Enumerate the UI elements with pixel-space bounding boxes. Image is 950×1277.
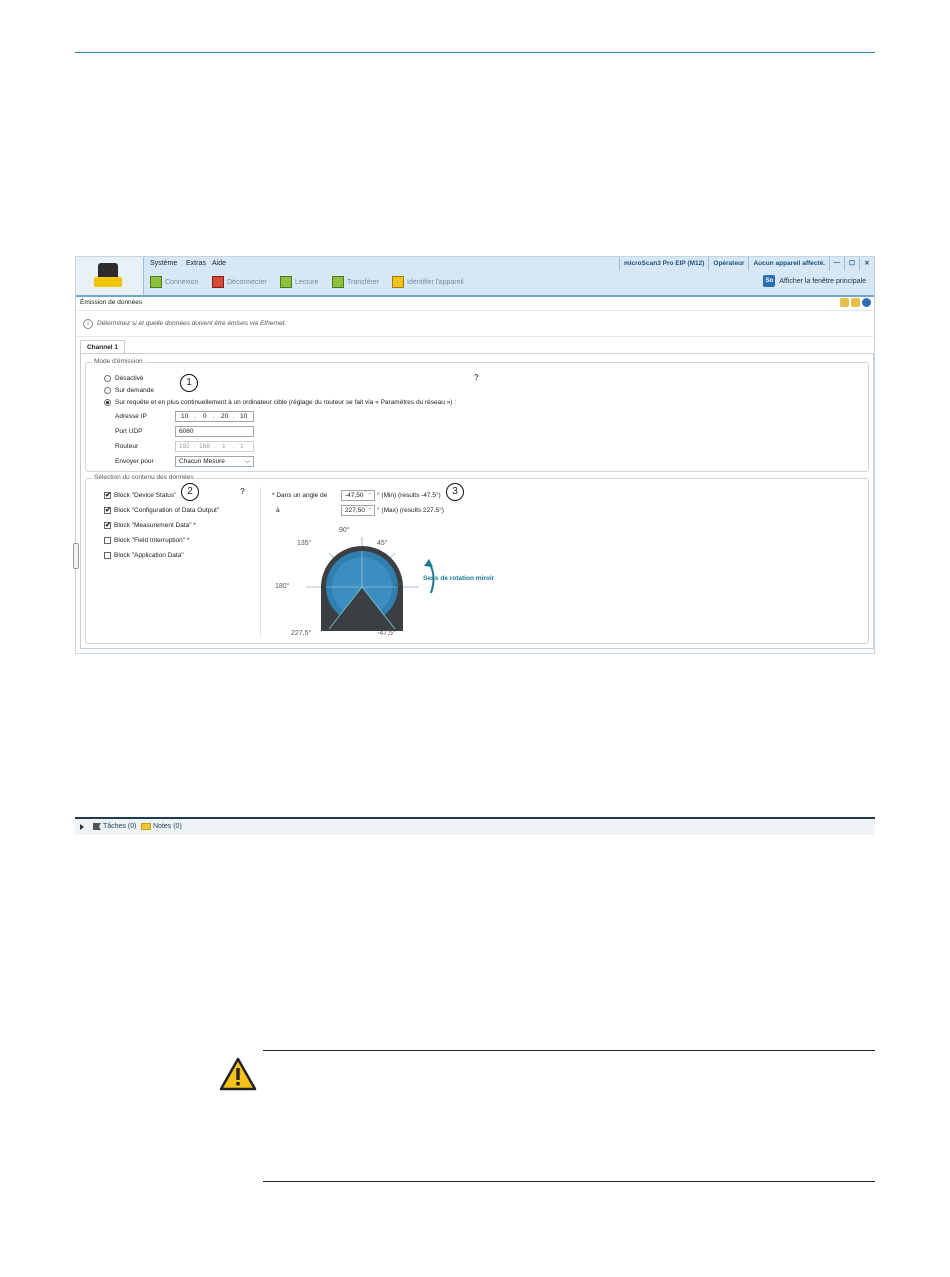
angle-max-field[interactable] [341, 505, 375, 516]
router-field [175, 441, 254, 452]
tab-panel [80, 353, 874, 649]
notes-label[interactable]: Notes (0) [153, 823, 182, 830]
device-assignment: Aucun appareil affecté. [748, 257, 829, 271]
radio-on-demand[interactable] [104, 387, 111, 394]
disconnect-icon [212, 276, 224, 288]
block-application-data-label: Block "Application Data" [114, 552, 184, 559]
maximize-button[interactable]: ☐ [844, 257, 859, 271]
menu-aide[interactable]: Aide [212, 260, 227, 267]
spin-arrows-icon[interactable]: ⌃⌄ [363, 490, 372, 496]
identify-label: Identifier l'appareil [407, 278, 464, 286]
transfer-label: Transférer [347, 278, 380, 286]
angle-max-suffix: ° (Max) (results 227.5°) [377, 507, 444, 514]
section-header [76, 297, 874, 311]
content-divider [260, 487, 261, 637]
emission-help-icon[interactable]: ? [474, 373, 479, 382]
ip-label: Adresse IP [115, 413, 147, 420]
spin-arrows-icon[interactable]: ⌃⌄ [363, 505, 372, 511]
comment-icon[interactable] [851, 298, 860, 307]
radio-disabled[interactable] [104, 375, 111, 382]
read-icon [280, 276, 292, 288]
block-device-status-label: Block "Device Status" [114, 492, 177, 499]
connect-icon [150, 276, 162, 288]
degree-45: 45° [377, 540, 388, 547]
ip-sep-3: . [233, 413, 235, 420]
block-config-output-label: Block "Configuration of Data Output" [114, 507, 220, 514]
ip-address-field[interactable] [175, 411, 254, 422]
scanner-logo-icon [98, 263, 118, 277]
router-label: Routeur [115, 443, 139, 450]
connect-button[interactable] [150, 276, 198, 288]
tasks-bar [75, 817, 875, 835]
read-label: Lecture [295, 278, 319, 286]
router-octet-1: 192 [179, 443, 190, 450]
block-config-output-checkbox[interactable]: ✔ [105, 507, 111, 514]
content-selection-title: Sélection du contenu des données [94, 474, 194, 481]
rotation-arrow-head [424, 559, 433, 567]
page-header-rule [75, 52, 875, 53]
block-application-data-checkbox[interactable] [104, 552, 111, 559]
udp-label: Port UDP [115, 428, 143, 435]
angle-min-value: -47,50 [345, 492, 364, 499]
router-octet-2: 168 [199, 443, 210, 450]
content-selection-group [85, 474, 869, 644]
radio-disabled-label: Désactivé [115, 375, 144, 382]
disconnect-button[interactable] [212, 276, 267, 288]
identify-icon [392, 276, 404, 288]
callout-1: 1 [180, 374, 198, 392]
flag-icon [93, 823, 101, 830]
warning-bottom-rule [263, 1181, 875, 1182]
transfer-icon [332, 276, 344, 288]
menu-extras[interactable]: Extras [186, 260, 206, 267]
content-help-icon[interactable]: ? [240, 487, 245, 496]
mirror-rotation-label: Sens de rotation miroir [423, 575, 495, 582]
tab-channel-1[interactable]: Channel 1 [80, 340, 125, 354]
emission-mode-group [85, 358, 869, 472]
app-window [75, 256, 875, 654]
angle-max-value: 227,50 [345, 507, 365, 514]
help-icons [840, 298, 871, 307]
warning-top-rule [263, 1050, 875, 1051]
main-window-icon: So [763, 275, 775, 287]
router-octet-4: 1 [240, 443, 244, 450]
app-logo [76, 257, 144, 295]
udp-port-field[interactable]: 6060 [175, 426, 254, 437]
callout-2: 2 [181, 483, 199, 501]
send-for-label: Envoyer pour [115, 458, 154, 465]
scanner-angle-diagram [291, 531, 441, 641]
info-bar [76, 312, 874, 337]
transfer-button[interactable] [332, 276, 379, 288]
block-device-status-checkbox[interactable]: ✔ [105, 492, 111, 499]
router-sep-2: . [215, 443, 217, 450]
degree-180: 180° [275, 583, 290, 590]
toolbar [144, 272, 874, 294]
radio-continuous-label: Sur requête et en plus continuellement à un ordinateur cible (réglage du routeur se fait via « Paramètres du réseau ») : [115, 399, 457, 406]
ip-sep-2: . [213, 413, 215, 420]
connect-label: Connexion [165, 278, 199, 286]
user-level[interactable]: Opérateur [708, 257, 748, 271]
disconnect-label: Déconnecter [227, 278, 267, 286]
router-sep-3: . [233, 443, 235, 450]
main-window-label: Afficher la fenêtre principale [779, 277, 866, 285]
angle-min-field[interactable] [341, 490, 375, 501]
block-field-interruption-label: Block "Field Interruption" * [114, 537, 190, 544]
device-name: microScan3 Pro EIP (M12) [619, 257, 708, 271]
identify-button[interactable] [392, 276, 464, 288]
ip-octet-2: 0 [203, 413, 207, 420]
router-sep-1: . [194, 443, 196, 450]
degree-minus-47-5: -47,5° [377, 630, 396, 637]
side-panel-handle[interactable] [73, 543, 79, 569]
main-window-button[interactable] [763, 275, 866, 287]
scanner-logo-base [94, 277, 122, 287]
info-text: Déterminez si et quelle données doivent être émises via Ethernet. [97, 320, 287, 327]
emission-mode-title: Mode d'émission [94, 358, 143, 365]
expand-arrow-icon[interactable] [80, 824, 84, 830]
warning-icon [219, 1057, 257, 1091]
radio-on-demand-label: Sur demande [115, 387, 155, 394]
help-icon[interactable] [862, 298, 871, 307]
ip-octet-3: 20 [221, 413, 229, 420]
degree-90: 90° [339, 527, 350, 534]
status-area [619, 257, 874, 271]
block-measurement-label: Block "Measurement Data" * [114, 522, 196, 529]
edit-note-icon[interactable] [840, 298, 849, 307]
degree-135: 135° [297, 540, 312, 547]
info-icon: i [83, 319, 93, 329]
send-for-select[interactable] [175, 456, 254, 467]
angle-label: * Dans un angle de [272, 492, 328, 499]
angle-min-suffix: ° (Min) (results -47.5°) [377, 492, 441, 499]
tasks-label[interactable]: Tâches (0) [103, 823, 137, 830]
to-label: à [276, 507, 280, 514]
title-bar [76, 257, 874, 297]
router-octet-3: 1 [222, 443, 226, 450]
read-button[interactable] [280, 276, 318, 288]
ip-octet-1: 10 [181, 413, 189, 420]
ip-sep-1: . [194, 413, 196, 420]
minimize-button[interactable]: — [829, 257, 844, 271]
close-button[interactable]: ✕ [859, 257, 874, 271]
block-measurement-checkbox[interactable]: ✔ [105, 522, 111, 529]
radio-continuous[interactable] [104, 399, 111, 406]
block-field-interruption-checkbox[interactable] [104, 537, 111, 544]
degree-227-5: 227,5° [291, 630, 312, 637]
ip-octet-4: 10 [240, 413, 248, 420]
notes-icon [141, 823, 151, 830]
send-for-value: Chacun Mesure [179, 458, 225, 465]
callout-3: 3 [446, 483, 464, 501]
menu-systeme[interactable]: Système [150, 260, 178, 267]
chevron-down-icon: ⌵ [244, 458, 250, 465]
degree-0: 0° [396, 583, 403, 590]
page-title: Émission de données [80, 299, 143, 306]
